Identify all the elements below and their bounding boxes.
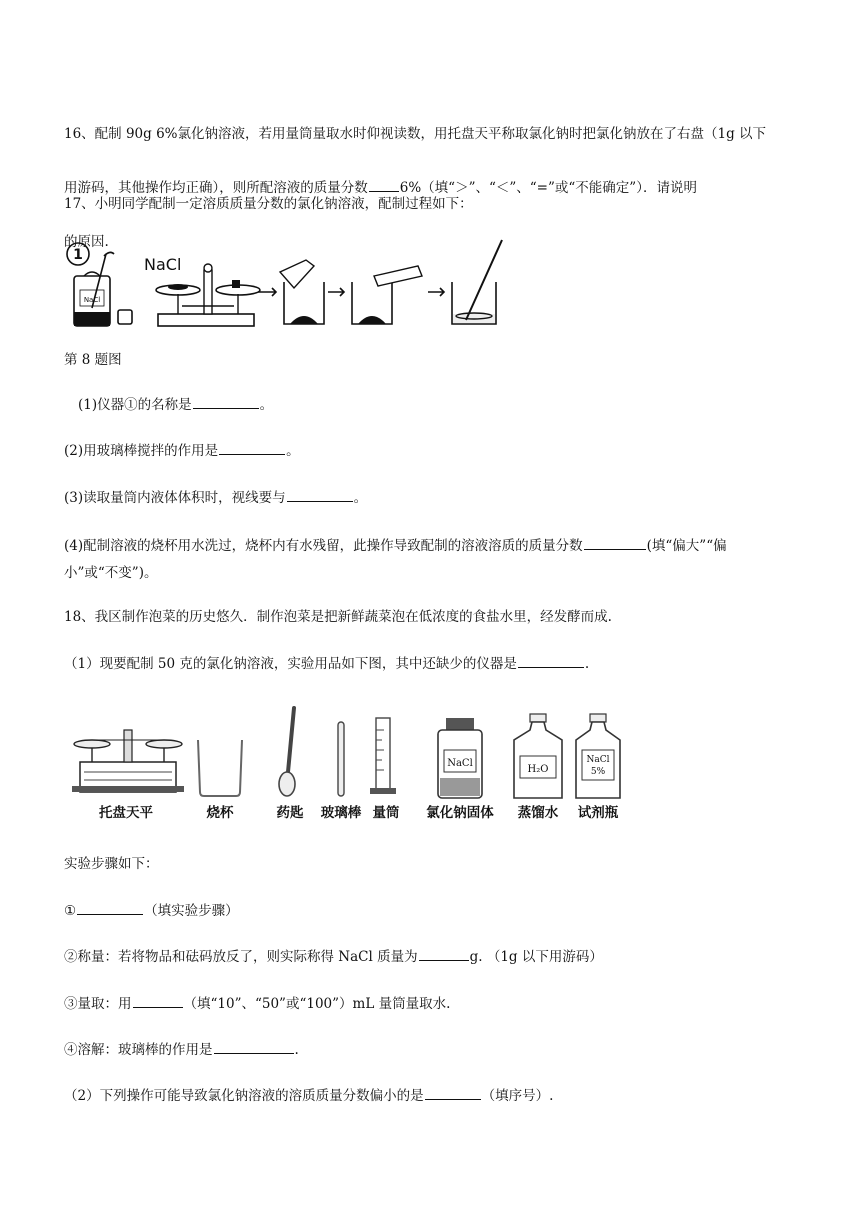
q16-line1: 16、配制 90g 6%氯化钠溶液，若用量筒量取水时仰视读数，用托盘天平称取氯化钠时把氯化钠放在了右盘（1g 以下: [64, 126, 767, 142]
label-graduated-cylinder: 量筒: [372, 805, 400, 821]
q17-sub3-end: 。: [353, 490, 368, 506]
q18-sub1-text: （1）现要配制 50 克的氯化钠溶液，实验用品如下图，其中还缺少的仪器是: [64, 656, 517, 672]
water-bottle-label: H₂O: [527, 764, 549, 775]
q18-step4-text: ④溶解：玻璃棒的作用是: [64, 1042, 213, 1058]
beaker-with-cylinder: [352, 266, 422, 324]
q17-sub3-blank[interactable]: [287, 487, 353, 502]
q17-sub4-text: (4)配制溶液的烧杯用水洗过，烧杯内有水残留，此操作导致配制的溶液溶质的质量分数: [64, 538, 583, 554]
q18-sub1-blank[interactable]: [518, 653, 584, 668]
q18-step2-end: g. （1g 以下用游码）: [469, 949, 603, 965]
q18-step1: [64, 898, 796, 925]
q16-text: [64, 94, 796, 256]
q17-sub3-text: (3)读取量筒内液体体积时，视线要与: [64, 490, 286, 506]
q17-sub2-blank[interactable]: [219, 440, 285, 455]
q18-step4-end: .: [294, 1042, 299, 1058]
q18-step3-text: ③量取：用: [64, 996, 132, 1012]
q18-step3-blank[interactable]: [133, 993, 183, 1008]
q18-step2-blank[interactable]: [419, 946, 469, 961]
q18-sub2-text: （2）下列操作可能导致氯化钠溶液的溶质质量分数偏小的是: [64, 1088, 424, 1104]
nacl-solid-bottle-icon: [438, 718, 482, 798]
label-distilled-water: 蒸馏水: [517, 805, 559, 821]
glass-rod-icon: [338, 722, 344, 796]
jar-stopper: [118, 310, 132, 324]
arrow-icon: [428, 288, 444, 296]
q16-answer-blank[interactable]: [369, 177, 399, 192]
svg-text:1: 1: [73, 247, 83, 263]
label-glass-rod: 玻璃棒: [320, 805, 362, 821]
reagent-bottle-label-1: NaCl: [586, 755, 610, 765]
q17-sub4-options: (填“偏大”“偏: [646, 538, 727, 554]
distilled-water-bottle-icon: [514, 714, 562, 798]
reagent-bottle-label-2: 5%: [590, 767, 606, 777]
reagent-bottle-icon: [576, 714, 620, 798]
q18-step1-blank[interactable]: [77, 900, 143, 915]
wide-mouth-jar: [74, 252, 114, 326]
q17-sub1-end: 。: [259, 397, 274, 413]
beaker-with-glass-rod: [452, 240, 502, 324]
spatula-icon: [279, 708, 295, 796]
arrow-icon: [258, 288, 276, 296]
balance-icon: [72, 730, 184, 792]
q17-sub2-end: 。: [286, 443, 300, 459]
q17-stem: 17、小明同学配制一定溶质质量分数的氯化钠溶液，配制过程如下：: [64, 196, 473, 212]
q17-sub4-blank[interactable]: [584, 535, 646, 550]
q18-sub1-end: .: [584, 656, 590, 672]
q17-sub2-text: (2)用玻璃棒搅拌的作用是: [64, 443, 219, 459]
beaker-icon: [198, 740, 242, 796]
q18-sub2-end: （填序号）.: [481, 1088, 554, 1104]
q18-step1-num: ①: [64, 903, 77, 919]
circle-one-label: [67, 243, 89, 265]
nacl-bottle-label: NaCl: [447, 758, 473, 769]
jar-label: NaCl: [83, 296, 101, 304]
q17-sub1-text: (1)仪器①的名称是: [78, 397, 192, 413]
q17-figure-caption: 第 8 题图: [64, 352, 122, 368]
q18-step4-blank[interactable]: [214, 1039, 294, 1054]
label-reagent-bottle: 试剂瓶: [577, 805, 619, 821]
q18-sub2-blank[interactable]: [425, 1085, 481, 1100]
arrow-icon: [328, 288, 344, 296]
q16-line3: 的原因.: [64, 234, 109, 250]
q18-step3: [64, 991, 796, 1018]
q17-sub1: [78, 392, 810, 419]
q17-sub4: [64, 533, 796, 587]
q16-line2a: 用游码，其他操作均正确），则所配溶液的质量分数: [64, 180, 368, 196]
q17-sub3: [64, 485, 796, 512]
q18-step1-hint: （填实验步骤）: [144, 903, 239, 919]
q17-process-figure: [62, 236, 522, 332]
q18-stem: 18、我区制作泡菜的历史悠久．制作泡菜是把新鲜蔬菜泡在低浓度的食盐水里，经发酵而成.: [64, 609, 612, 625]
q17-sub4-options-cont: 小”或“不变”)。: [64, 565, 158, 581]
q18-equipment-figure: [66, 700, 636, 824]
label-beaker: 烧杯: [206, 805, 234, 821]
q18-steps-title: 实验步骤如下：: [64, 856, 159, 872]
q18-step2-text: ②称量：若将物品和砝码放反了，则实际称得 NaCl 质量为: [64, 949, 418, 965]
q18-step4: [64, 1037, 796, 1064]
graduated-cylinder-icon: [370, 718, 396, 794]
q18-step3-end: （填“10”、“50”或“100”）mL 量筒量取水.: [183, 996, 451, 1012]
label-nacl-solid: 氯化钠固体: [426, 805, 494, 821]
q18-sub2: [64, 1083, 796, 1110]
q17-sub1-blank[interactable]: [193, 394, 259, 409]
nacl-heading: NaCl: [144, 255, 182, 274]
label-balance: 托盘天平: [99, 805, 153, 821]
q17-sub2: [64, 438, 796, 465]
q18-step2: [64, 944, 796, 971]
beaker-with-paper: [280, 260, 324, 324]
label-spatula: 药匙: [276, 805, 304, 821]
q16-line2b: 6%（填“＞”、“＜”、“=”或“不能确定”）．请说明: [399, 180, 697, 196]
q18-sub1: [64, 651, 796, 678]
